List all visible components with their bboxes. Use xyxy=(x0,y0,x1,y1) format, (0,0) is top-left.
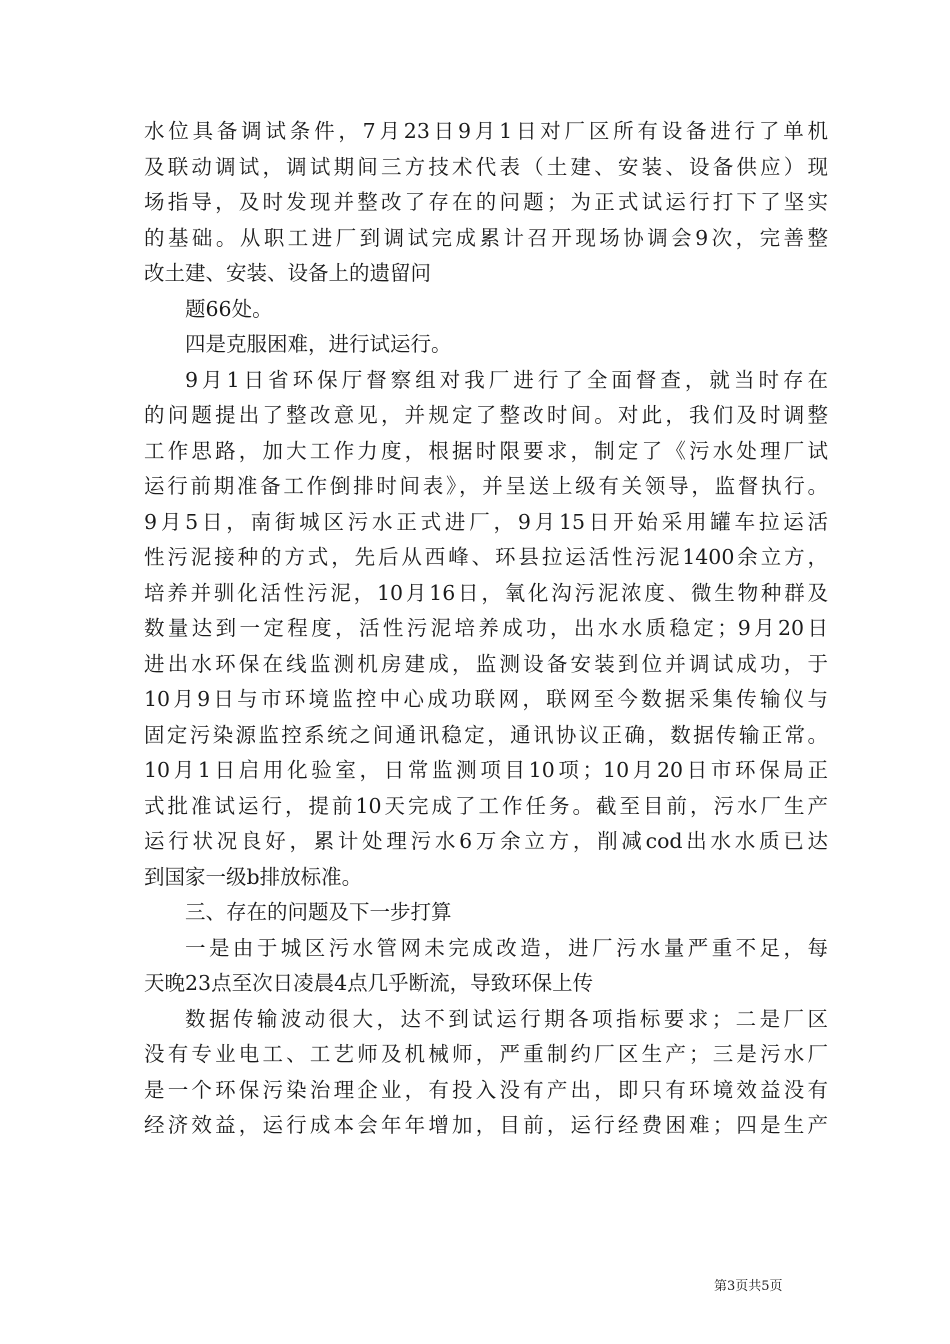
text-line: 运行前期准备工作倒排时间表》，并呈送上级有关领导，监督执行。 xyxy=(144,474,828,498)
text-line: 天晚23点至次日凌晨4点几乎断流，导致环保上传 xyxy=(144,971,594,995)
text-line: 场指导，及时发现并整改了存在的问题；为正式试运行打下了坚实 xyxy=(144,190,828,214)
text-line: 一是由于城区污水管网未完成改造，进厂污水量严重不足，每 xyxy=(185,935,828,960)
text-line: 工作思路，加大工作力度，根据时限要求，制定了《污水处理厂试 xyxy=(144,438,828,463)
page-number-footer: 第3页共5页 xyxy=(714,1279,783,1294)
text-line: 改土建、安装、设备上的遗留问 xyxy=(144,261,431,285)
text-line: 数据传输波动很大，达不到试运行期各项指标要求；二是厂区 xyxy=(185,1006,828,1031)
text-line: 的问题提出了整改意见，并规定了整改时间。对此，我们及时调整 xyxy=(144,403,828,427)
text-line: 经济效益，运行成本会年年增加，目前，运行经费困难；四是生产 xyxy=(144,1113,828,1137)
text-line: 水位具备调试条件，7月23日9月1日对厂区所有设备进行了单机 xyxy=(144,119,828,143)
text-line: 题66处。 xyxy=(185,296,273,321)
text-line: 是一个环保污染治理企业，有投入没有产出，即只有环境效益没有 xyxy=(144,1077,828,1102)
text-line: 进出水环保在线监测机房建成，监测设备安装到位并调试成功，于 xyxy=(144,651,828,676)
text-line: 没有专业电工、工艺师及机械师，严重制约厂区生产；三是污水厂 xyxy=(144,1042,828,1066)
section-heading: 三、存在的问题及下一步打算 xyxy=(185,900,452,924)
text-line: 到国家一级b排放标准。 xyxy=(144,864,363,889)
text-line: 及联动调试，调试期间三方技术代表（土建、安装、设备供应）现 xyxy=(144,154,828,179)
text-line: 培养并驯化活性污泥，10月16日，氧化沟污泥浓度、微生物种群及 xyxy=(144,580,828,605)
text-line: 9月5日，南街城区污水正式进厂，9月15日开始采用罐车拉运活 xyxy=(144,509,828,534)
text-line: 10月9日与市环境监控中心成功联网，联网至今数据采集传输仪与 xyxy=(144,687,828,711)
text-line: 式批准试运行，提前10天完成了工作任务。截至目前，污水厂生产 xyxy=(144,793,828,818)
text-line: 数量达到一定程度，活性污泥培养成功，出水水质稳定；9月20日 xyxy=(144,616,828,640)
text-line: 运行状况良好，累计处理污水6万余立方，削减cod出水水质已达 xyxy=(144,829,828,853)
text-line: 9月1日省环保厅督察组对我厂进行了全面督查，就当时存在 xyxy=(185,367,828,392)
text-line: 性污泥接种的方式，先后从西峰、环县拉运活性污泥1400余立方， xyxy=(144,545,828,569)
text-line: 固定污染源监控系统之间通讯稳定，通讯协议正确，数据传输正常。 xyxy=(144,722,828,747)
document-body xyxy=(144,114,828,1144)
section-heading: 四是克服困难，进行试运行。 xyxy=(185,332,452,356)
text-line: 的基础。从职工进厂到调试完成累计召开现场协调会9次，完善整 xyxy=(144,225,828,250)
text-line: 10月1日启用化验室，日常监测项目10项；10月20日市环保局正 xyxy=(144,758,828,782)
